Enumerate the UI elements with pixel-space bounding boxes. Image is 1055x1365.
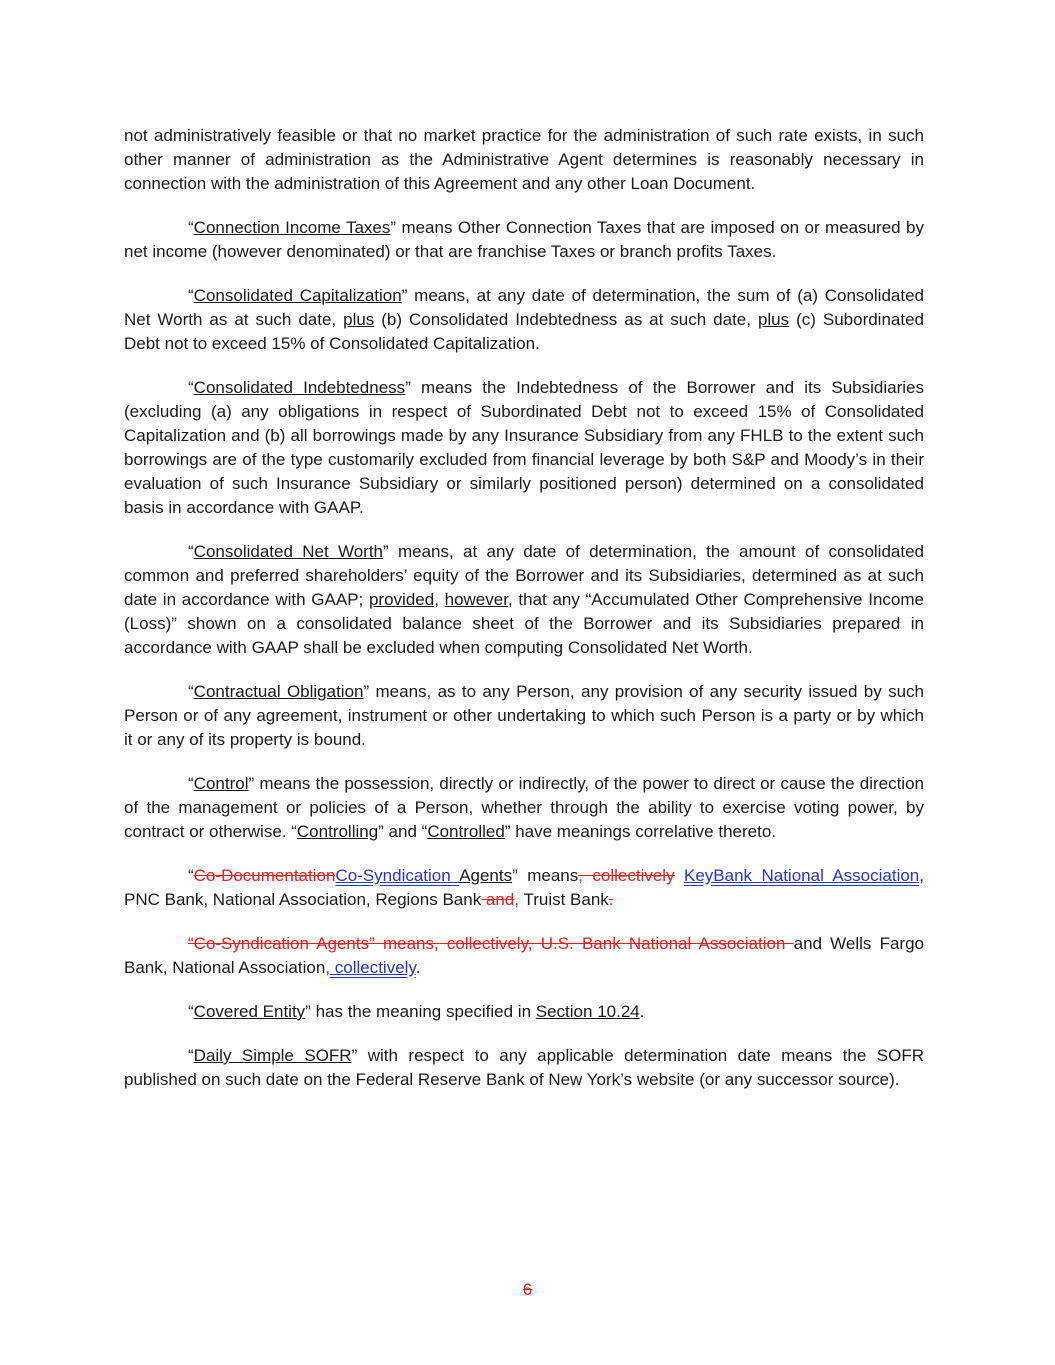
defined-term: Contractual Obligation (193, 682, 364, 701)
inserted-text: Co-Syndication (335, 866, 460, 885)
defined-term: Connection Income Taxes (193, 218, 391, 237)
defined-term: Consolidated Indebtedness (193, 378, 406, 397)
definition-connection-income-taxes: “Connection Income Taxes” means Other Connection Taxes that are imposed on or measured by net income (however denominated) or that are franchise Taxes or branch profits Taxes. (124, 218, 924, 261)
deleted-text: , collectively (578, 866, 675, 885)
inserted-text: , (514, 890, 520, 909)
defined-term: Consolidated Capitalization (193, 286, 402, 305)
definition-daily-simple-sofr: “Daily Simple SOFR” with respect to any applicable determination date means the SOFR published on such date on the Federal Reserve Bank of New York’s website (or any successor source). (124, 1046, 924, 1089)
deleted-text: “Co-Syndication Agents” means, collectively, U.S. Bank National Association (188, 934, 794, 953)
inserted-text: KeyBank National Association (684, 866, 920, 885)
defined-term: Daily Simple SOFR (193, 1046, 352, 1065)
defined-term: Controlled (427, 822, 505, 841)
definition-consolidated-capitalization: “Consolidated Capitalization” means, at any date of determination, the sum of (a) Consolidated Net Worth as at such date, plus (b) Consolidated Indebtedness as at such date, plus (c) Subordinated Debt not to exceed 15% of Consolidated Capitalization. (124, 286, 925, 353)
definition-co-syndication-agents-revised: “Co-DocumentationCo-Syndication Agents” means, collectively KeyBank National Association, PNC Bank, National Association, Regions Bank and, Truist Bank. (124, 866, 924, 909)
definition-consolidated-indebtedness: “Consolidated Indebtedness” means the Indebtedness of the Borrower and its Subsidiaries (excluding (a) any obligations in respect of Subordinated Debt not to exceed 15% of Consolidated Capitalization and (b) all borrowings made by any Insurance Subsidiary from any FHLB to the extent such borrowings are of the type customarily excluded from financial leverage by both S&P and Moody’s in their evaluation of such Insurance Subsidiary or similarly positioned person) determined on a consolidated basis in accordance with GAAP. (124, 378, 924, 517)
deleted-text: and (481, 890, 515, 909)
definition-covered-entity: “Covered Entity” has the meaning specified in Section 10.24. (188, 1002, 645, 1021)
document-body (124, 124, 924, 1112)
defined-term: Covered Entity (193, 1002, 306, 1021)
defined-term: Agents (459, 866, 513, 885)
definition-control: “Control” means the possession, directly or indirectly, of the power to direct or cause the direction of the management or policies of a Person, whether through the ability to exercise voting power, by contract or otherwise. “Controlling” and “Controlled” have meanings correlative thereto. (124, 774, 924, 841)
deleted-text: Co-Documentation (193, 866, 336, 885)
section-reference: Section 10.24 (535, 1002, 640, 1021)
deleted-text: . (608, 890, 614, 909)
page-number: 6 (522, 1280, 533, 1299)
definition-consolidated-net-worth: “Consolidated Net Worth” means, at any date of determination, the amount of consolidated common and preferred shareholders’ equity of the Borrower and its Subsidiaries, determined as at such date in accordance with GAAP; provided, however, that any “Accumulated Other Comprehensive Income (Loss)” shown on a consolidated balance sheet of the Borrower and its Subsidiaries prepared in accordance with GAAP shall be excluded when computing Consolidated Net Worth. (124, 542, 924, 657)
definition-co-syndication-agents-deleted: “Co-Syndication Agents” means, collectively, U.S. Bank National Association and Wells Fargo Bank, National Association, collectively. (124, 934, 924, 977)
defined-term: Consolidated Net Worth (193, 542, 383, 561)
definition-contractual-obligation: “Contractual Obligation” means, as to any Person, any provision of any security issued by such Person or of any agreement, instrument or other undertaking to which such Person is a party or by which it or any of its property is bound. (124, 682, 924, 749)
inserted-text: , collectively (325, 958, 416, 977)
defined-term: Controlling (296, 822, 379, 841)
defined-term: Control (193, 774, 249, 793)
paragraph-continuation: not administratively feasible or that no market practice for the administration of such rate exists, in such other manner of administration as the Administrative Agent determines is reasonably necessary in connection with the administration of this Agreement and any other Loan Document. (124, 126, 924, 193)
